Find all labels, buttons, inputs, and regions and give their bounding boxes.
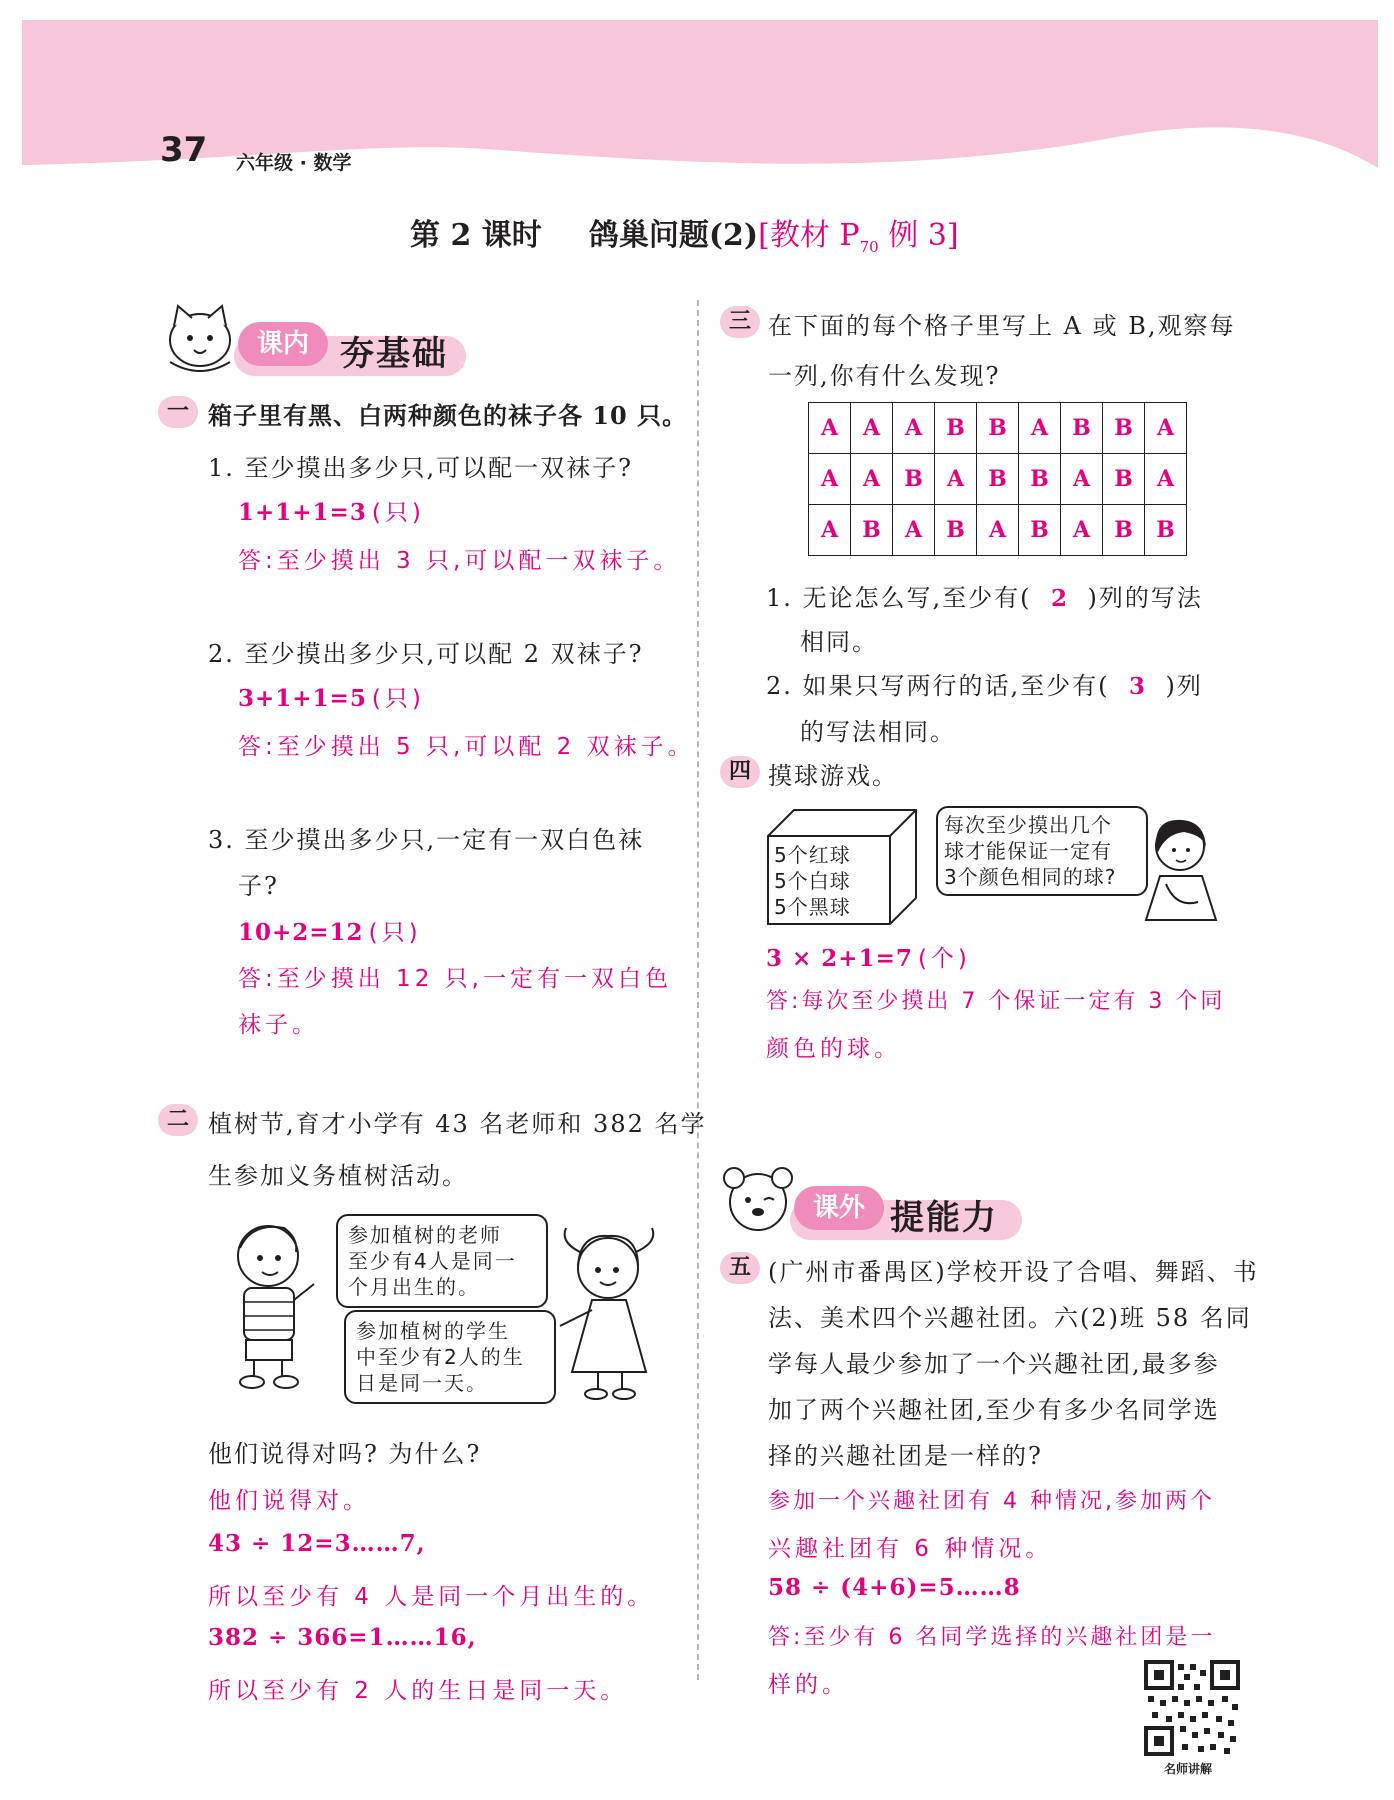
grid-cell: B	[1103, 403, 1145, 454]
section-tag: 课内	[238, 322, 328, 366]
answer-cont: 样的。	[768, 1672, 849, 1698]
grid-cell: A	[935, 454, 977, 505]
blank-answer: 2	[1051, 585, 1069, 612]
grid-cell: B	[851, 505, 893, 556]
qr-code-icon	[1144, 1660, 1240, 1756]
lesson-title	[410, 210, 959, 256]
grid-cell: A	[809, 505, 851, 556]
blank-answer: 3	[1129, 673, 1147, 700]
grade-subject: 六年级 · 数学	[236, 152, 352, 174]
sub-question: 1. 无论怎么写,至少有( 2 )列的写法	[766, 584, 1203, 612]
grid-cell: A	[1019, 403, 1061, 454]
page-number: 37	[160, 130, 208, 170]
cat-mascot-icon	[158, 300, 242, 376]
speech-bubble-students: 参加植树的学生 中至少有2人的生 日是同一天。	[344, 1310, 556, 1404]
grid-cell: B	[1061, 403, 1103, 454]
section-title: 提能力	[890, 1198, 998, 1238]
answer-cont: 袜子。	[238, 1012, 319, 1038]
sub-question: 2. 至少摸出多少只,可以配 2 双袜子?	[208, 640, 644, 668]
sub-question: 3. 至少摸出多少只,一定有一双白色袜	[208, 826, 645, 854]
answer: 所以至少有 2 人的生日是同一天。	[208, 1678, 628, 1704]
question-text-cont: 一列,你有什么发现?	[768, 362, 1001, 390]
question-badge: 一	[158, 396, 198, 428]
question-badge: 二	[158, 1104, 198, 1136]
calculation: 10+2=12 (只)	[238, 919, 422, 946]
grid-cell: A	[1145, 403, 1187, 454]
column-divider	[697, 300, 699, 1680]
calculation: 382 ÷ 366=1……16,	[208, 1624, 477, 1651]
grid-cell: A	[977, 505, 1019, 556]
section-title: 夯基础	[340, 334, 448, 374]
grid-cell: B	[1145, 505, 1187, 556]
grid-cell: B	[893, 454, 935, 505]
question-text: 摸球游戏。	[768, 762, 898, 790]
question-badge: 三	[720, 306, 760, 338]
grid-cell: B	[935, 505, 977, 556]
grid-cell: A	[893, 505, 935, 556]
sub-question: 2. 如果只写两行的话,至少有( 3 )列	[766, 672, 1203, 700]
answer: 答:至少摸出 12 只,一定有一双白色	[238, 966, 672, 992]
question-text-cont: 学每人最少参加了一个兴趣社团,最多参	[768, 1350, 1220, 1378]
answer: 参加一个兴趣社团有 4 种情况,参加两个	[768, 1489, 1215, 1514]
grid-cell: B	[1103, 454, 1145, 505]
grid-cell: B	[935, 403, 977, 454]
answer: 答:至少摸出 5 只,可以配 2 双袜子。	[238, 734, 695, 760]
question-text: 植树节,育才小学有 43 名老师和 382 名学	[208, 1110, 707, 1138]
answer: 答:每次至少摸出 7 个保证一定有 3 个同	[766, 989, 1226, 1014]
calculation: 58 ÷ (4+6)=5……8	[768, 1574, 1021, 1601]
lesson-name: 鸽巢问题(2)	[588, 218, 759, 253]
question-text-cont: 加了两个兴趣社团,至少有多少名同学选	[768, 1396, 1220, 1424]
girl-illustration-icon	[550, 1222, 668, 1402]
question-text-cont: 法、美术四个兴趣社团。六(2)班 58 名同	[768, 1304, 1252, 1332]
calculation: 3+1+1=5 (只)	[238, 685, 425, 712]
qr-code-label: 名师讲解	[1164, 1762, 1213, 1776]
sub-question: 1. 至少摸出多少只,可以配一双袜子?	[208, 454, 634, 482]
sub-question-cont: 的写法相同。	[800, 718, 956, 746]
grid-cell: A	[851, 403, 893, 454]
header-band	[0, 0, 1394, 190]
answer: 所以至少有 4 人是同一个月出生的。	[208, 1584, 655, 1610]
sub-question-cont: 子?	[238, 872, 279, 900]
grid-cell: A	[809, 403, 851, 454]
grid-cell: B	[1103, 505, 1145, 556]
question-text: 箱子里有黑、白两种颜色的袜子各 10 只。	[208, 401, 688, 430]
question-prompt: 他们说得对吗? 为什么?	[208, 1440, 482, 1468]
grid-row	[809, 454, 1187, 505]
question-badge: 五	[720, 1252, 760, 1284]
grid-cell: A	[1061, 454, 1103, 505]
question-text-cont: 生参加义务植树活动。	[208, 1162, 468, 1190]
grid-row	[809, 403, 1187, 454]
grid-cell: A	[893, 403, 935, 454]
answer: 答:至少有 6 名同学选择的兴趣社团是一	[768, 1625, 1216, 1650]
ab-grid	[808, 402, 1187, 556]
speech-bubble-teachers: 参加植树的老师 至少有4人是同一 个月出生的。	[336, 1214, 548, 1308]
calculation: 1+1+1=3 (只)	[238, 499, 425, 526]
calculation: 3 × 2+1=7 (个)	[766, 945, 971, 972]
grid-cell: A	[809, 454, 851, 505]
woman-illustration-icon	[1136, 812, 1226, 922]
answer-cont: 兴趣社团有 6 种情况。	[768, 1536, 1053, 1562]
grid-cell: B	[1019, 454, 1061, 505]
grid-cell: B	[977, 454, 1019, 505]
boy-illustration-icon	[222, 1218, 322, 1390]
grid-cell: A	[851, 454, 893, 505]
question-text: 在下面的每个格子里写上 A 或 B,观察每	[768, 312, 1236, 340]
grid-row	[809, 505, 1187, 556]
lesson-number: 第 2 课时	[410, 218, 542, 253]
question-text-cont: 择的兴趣社团是一样的?	[768, 1442, 1043, 1470]
answer-cont: 颜色的球。	[766, 1036, 901, 1062]
grid-cell: A	[1061, 505, 1103, 556]
section-tag: 课外	[794, 1186, 884, 1230]
textbook-ref: [教材 $P_{70}$ 例 3]	[758, 218, 959, 256]
speech-bubble-balls: 每次至少摸出几个 球才能保证一定有 3个颜色相同的球?	[936, 806, 1148, 896]
bear-mascot-icon	[716, 1160, 800, 1236]
ball-box-contents: 5个红球 5个白球 5个黑球	[774, 843, 851, 919]
grid-cell: A	[1145, 454, 1187, 505]
question-badge: 四	[720, 756, 760, 788]
question-text: (广州市番禺区)学校开设了合唱、舞蹈、书	[768, 1258, 1259, 1286]
sub-question-cont: 相同。	[800, 628, 878, 656]
calculation: 43 ÷ 12=3……7,	[208, 1530, 426, 1557]
grid-cell: B	[977, 403, 1019, 454]
grid-cell: B	[1019, 505, 1061, 556]
answer: 他们说得对。	[208, 1488, 370, 1514]
answer: 答:至少摸出 3 只,可以配一双袜子。	[238, 548, 681, 574]
